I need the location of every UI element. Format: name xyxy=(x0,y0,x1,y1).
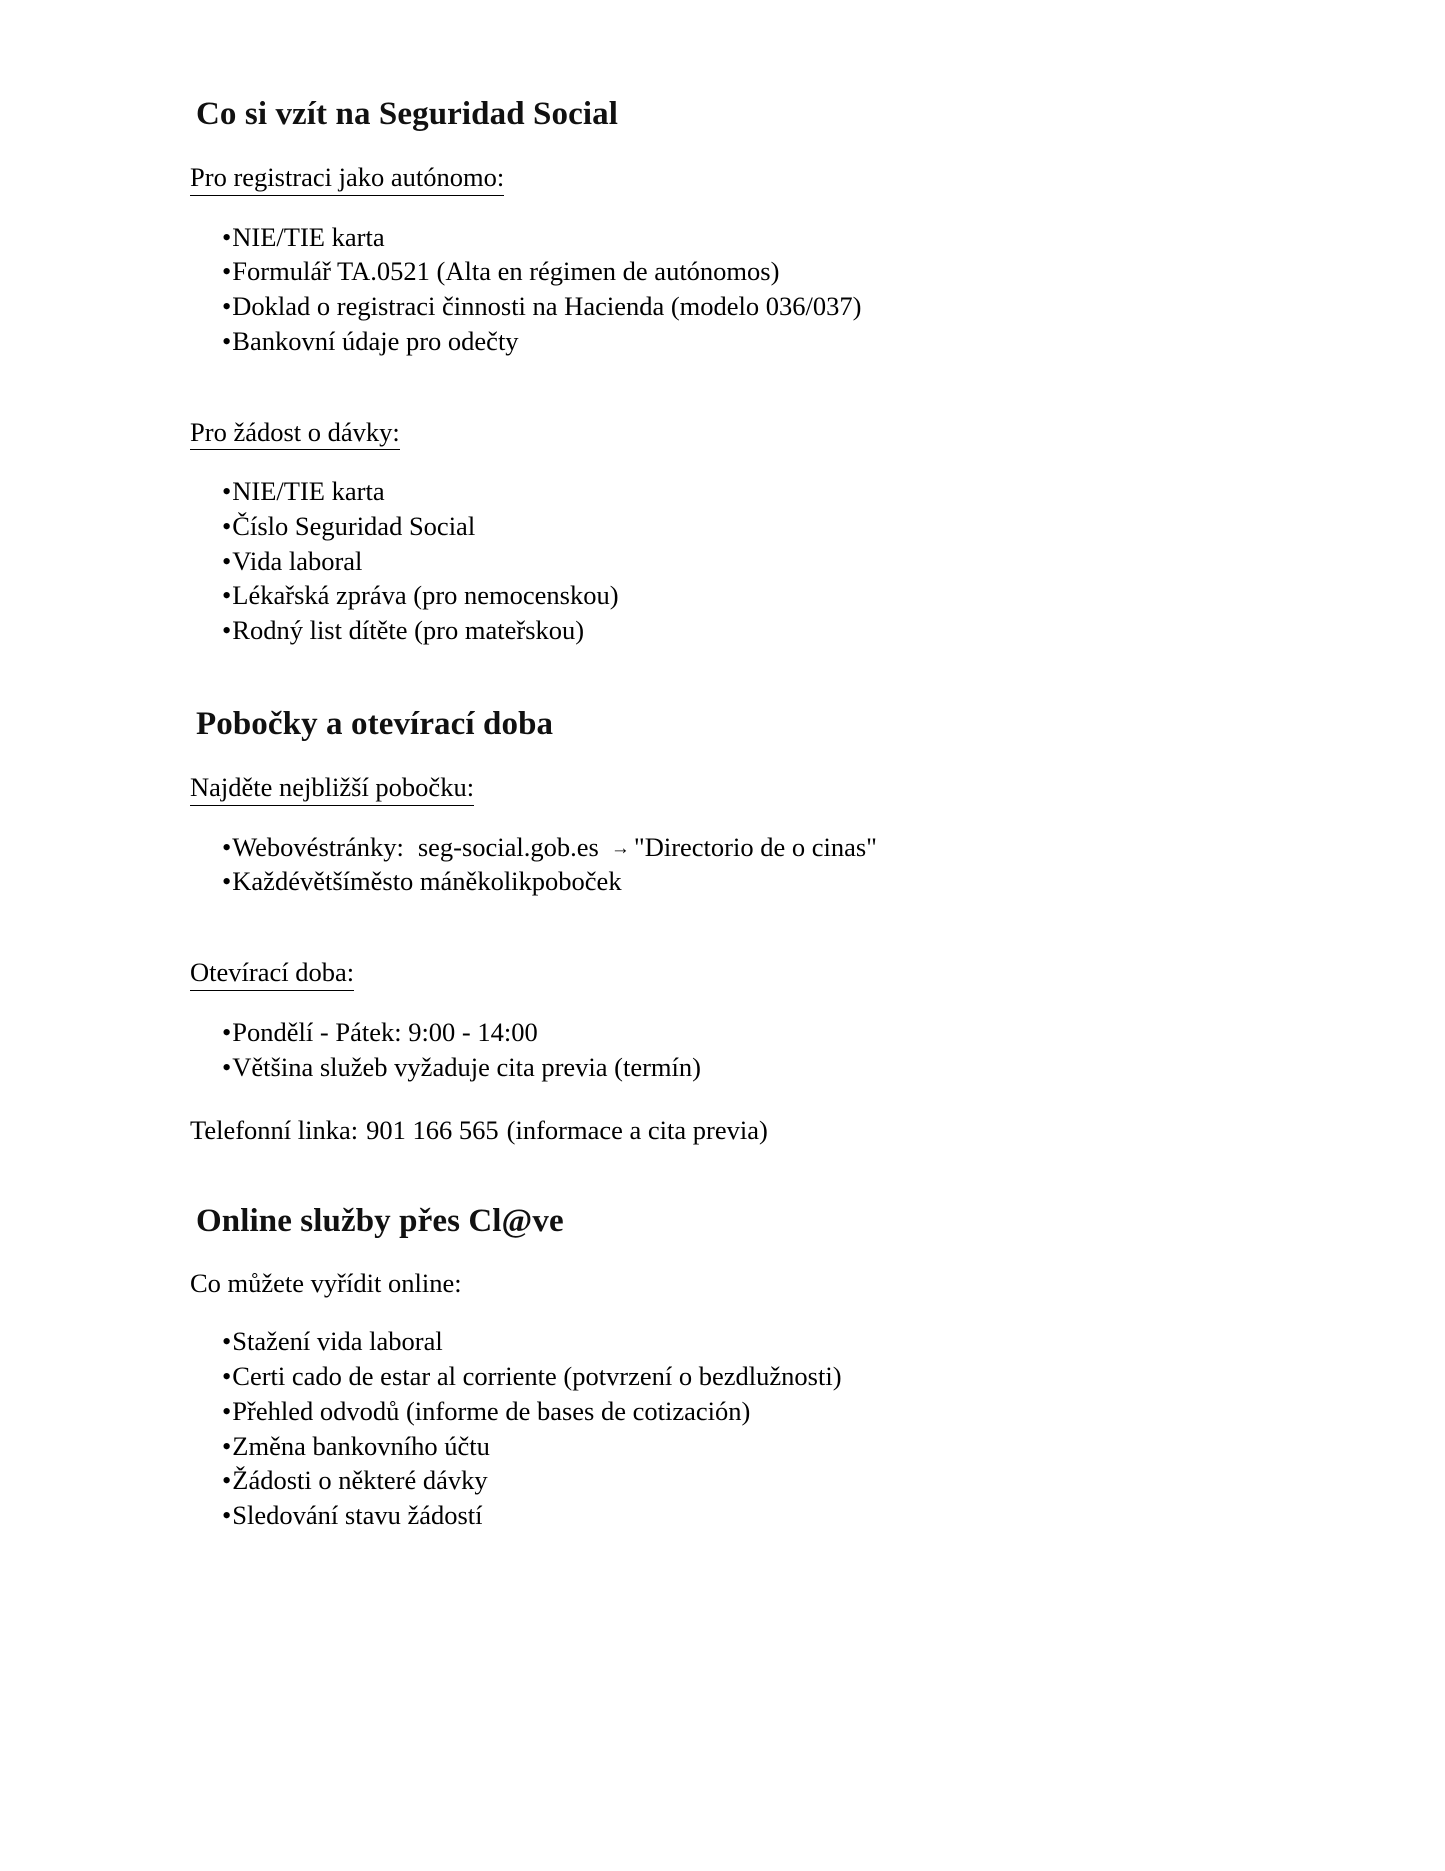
website-label: Webovéstránky: xyxy=(232,831,404,862)
list-item-label: Vida laboral xyxy=(232,545,363,576)
list-item xyxy=(222,1359,1265,1394)
list-item xyxy=(222,1429,1265,1464)
arrow-right-icon: → xyxy=(610,837,630,859)
list-item-label: Doklad o registraci činnosti na Hacienda (modelo 036/037) xyxy=(232,291,862,322)
bullet-icon: • xyxy=(222,1361,232,1392)
list-online-sluzby xyxy=(190,1324,1265,1532)
bullet-icon: • xyxy=(222,325,232,356)
bullet-icon: • xyxy=(222,580,232,611)
list-item-label: Rodný list dítěte (pro mateřskou) xyxy=(232,615,585,646)
bullet-icon: • xyxy=(222,1499,232,1530)
list-item xyxy=(222,1498,1265,1533)
list-item xyxy=(222,254,1265,289)
list-item-label: Většina služeb vyžaduje cita previa (termín) xyxy=(232,1051,701,1082)
sublabel-najdete-pobocku: Najděte nejbližší pobočku: xyxy=(190,772,474,806)
list-item-label: NIE/TIE karta xyxy=(232,476,385,507)
phone-line xyxy=(190,1114,1265,1147)
list-item-label: Lékařská zpráva (pro nemocenskou) xyxy=(232,580,619,611)
list-item-label: Žádosti o některé dávky xyxy=(232,1465,488,1496)
list-item xyxy=(222,289,1265,324)
bullet-icon: • xyxy=(222,866,232,897)
list-item-label: Každévětšíměsto máněkolikpoboček xyxy=(232,866,622,897)
list-item xyxy=(222,864,1265,899)
list-item-label: Změna bankovního účtu xyxy=(232,1430,490,1461)
list-item xyxy=(222,1050,1265,1085)
website-url[interactable]: seg-social.gob.es xyxy=(417,831,599,862)
list-item-label: NIE/TIE karta xyxy=(232,221,385,252)
list-item-label: Formulář TA.0521 (Alta en régimen de autónomos) xyxy=(232,256,780,287)
list-pobocky-info xyxy=(190,830,1265,899)
list-item xyxy=(222,1463,1265,1498)
bullet-icon: • xyxy=(222,545,232,576)
list-item-label: Bankovní údaje pro odečty xyxy=(232,325,519,356)
list-item xyxy=(222,324,1265,359)
sublabel-registrace-wrap xyxy=(190,134,1265,196)
phone-label: Telefonní linka: xyxy=(190,1115,359,1146)
sublabel-davky-wrap xyxy=(190,389,1265,451)
sublabel-pro-zadost: Pro žádost o dávky: xyxy=(190,417,400,451)
list-registrace-dokumenty xyxy=(190,220,1265,359)
list-item-label: Číslo Seguridad Social xyxy=(232,511,476,542)
section-heading-online-sluzby: Online služby přes Cl@ve xyxy=(196,1203,564,1240)
bullet-icon: • xyxy=(222,831,232,862)
list-item-website xyxy=(222,830,1265,865)
sublabel-otevirac-wrap xyxy=(190,929,1265,991)
list-item xyxy=(222,509,1265,544)
bullet-icon: • xyxy=(222,1395,232,1426)
sublabel-pro-registraci: Pro registraci jako autónomo: xyxy=(190,162,504,196)
label-co-muzete-vyridit: Co můžete vyřídit online: xyxy=(190,1268,462,1299)
bullet-icon: • xyxy=(222,1430,232,1461)
list-item xyxy=(222,1394,1265,1429)
bullet-icon: • xyxy=(222,256,232,287)
list-item-label: Stažení vida laboral xyxy=(232,1326,443,1357)
list-otevirac-doba xyxy=(190,1015,1265,1084)
bullet-icon: • xyxy=(222,476,232,507)
bullet-icon: • xyxy=(222,291,232,322)
list-item xyxy=(222,544,1265,579)
bullet-icon: • xyxy=(222,221,232,252)
sublabel-otevirac-doba: Otevírací doba: xyxy=(190,957,354,991)
bullet-icon: • xyxy=(222,1465,232,1496)
list-item xyxy=(222,1015,1265,1050)
phone-note: (informace a cita previa) xyxy=(506,1115,768,1146)
website-target-section: "Directorio de o cinas" xyxy=(633,831,877,862)
sublabel-najdete-wrap xyxy=(190,744,1265,806)
bullet-icon: • xyxy=(222,511,232,542)
list-item-label: Certi cado de estar al corriente (potvrzení o bezdlužnosti) xyxy=(232,1361,842,1392)
list-item xyxy=(222,220,1265,255)
list-item xyxy=(222,613,1265,648)
list-item xyxy=(222,474,1265,509)
phone-number[interactable]: 901 166 565 xyxy=(366,1115,499,1146)
list-item-label: Pondělí - Pátek: 9:00 - 14:00 xyxy=(232,1016,538,1047)
bullet-icon: • xyxy=(222,615,232,646)
list-item-label: Přehled odvodů (informe de bases de cotización) xyxy=(232,1395,751,1426)
list-item xyxy=(222,578,1265,613)
list-item xyxy=(222,1324,1265,1359)
list-item-label: Sledování stavu žádostí xyxy=(232,1499,483,1530)
bullet-icon: • xyxy=(222,1016,232,1047)
bullet-icon: • xyxy=(222,1326,232,1357)
list-davky-dokumenty xyxy=(190,474,1265,648)
bullet-icon: • xyxy=(222,1051,232,1082)
section-heading-seguridad-social: Co si vzít na Seguridad Social xyxy=(196,96,618,132)
section-heading-pobocky: Pobočky a otevírací doba xyxy=(196,705,554,742)
